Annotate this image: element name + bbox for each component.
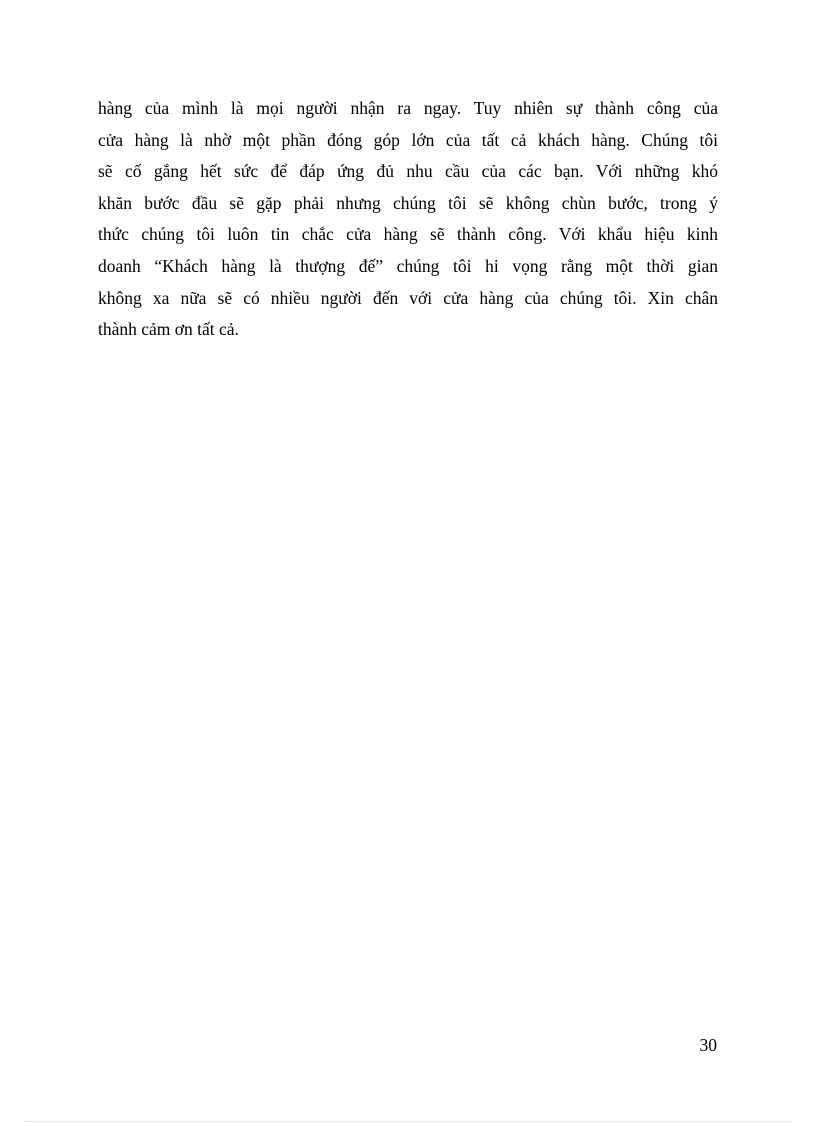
paragraph-line: thành cảm ơn tất cả. bbox=[98, 319, 239, 340]
paragraph-line: doanh “Khách hàng là thượng đế” chúng tôi hi vọng rằng một thời gian bbox=[98, 255, 718, 276]
paragraph-line: hàng của mình là mọi người nhận ra ngay. Tuy nhiên sự thành công của bbox=[98, 98, 718, 118]
paragraph-line: sẽ cố gắng hết sức để đáp ứng đủ nhu cầu của các bạn. Với những khó bbox=[98, 161, 718, 182]
body-paragraph bbox=[98, 93, 718, 346]
paragraph-line: không xa nữa sẽ có nhiều người đến với cửa hàng của chúng tôi. Xin chân bbox=[98, 287, 718, 308]
page-number: 30 bbox=[699, 1035, 717, 1055]
paragraph-line: khăn bước đầu sẽ gặp phải nhưng chúng tôi sẽ không chùn bước, trong ý bbox=[98, 192, 718, 213]
paragraph-line: cửa hàng là nhờ một phần đóng góp lớn của tất cả khách hàng. Chúng tôi bbox=[98, 129, 718, 150]
paragraph-line: thức chúng tôi luôn tin chắc cửa hàng sẽ thành công. Với khẩu hiệu kinh bbox=[98, 224, 718, 245]
page-bottom-divider bbox=[24, 1121, 792, 1122]
